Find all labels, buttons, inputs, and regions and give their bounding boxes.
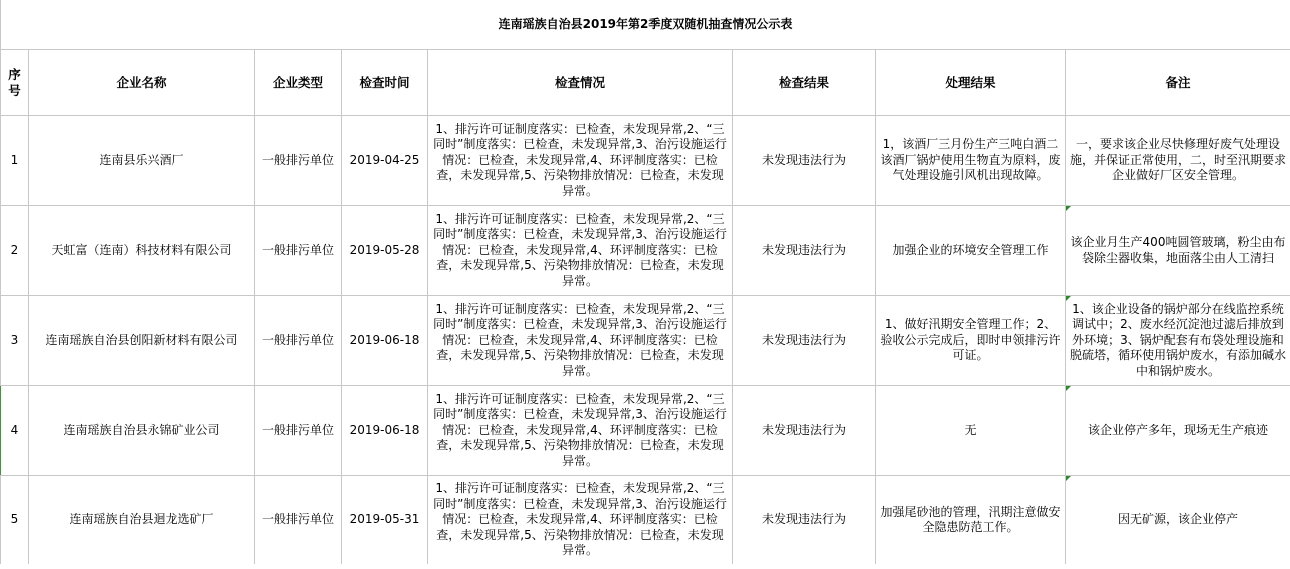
company-type-cell[interactable]: 一般排污单位 (255, 386, 342, 476)
seq-cell[interactable]: 5 (1, 476, 29, 565)
table-row (1, 206, 1290, 296)
seq-cell[interactable]: 2 (1, 206, 29, 296)
table-row (1, 296, 1290, 386)
title-row (1, 0, 1290, 50)
inspection-result-cell[interactable]: 未发现违法行为 (733, 476, 876, 565)
seq-cell[interactable]: 4 (1, 386, 29, 476)
table-row (1, 116, 1290, 206)
inspection-result-cell[interactable]: 未发现违法行为 (733, 296, 876, 386)
handling-result-cell[interactable]: 加强尾砂池的管理，汛期注意做安全隐患防范工作。 (876, 476, 1066, 565)
header-inspection-result[interactable]: 检查结果 (733, 50, 876, 116)
seq-cell[interactable]: 3 (1, 296, 29, 386)
header-inspection-situation[interactable]: 检查情况 (428, 50, 733, 116)
company-type-cell[interactable]: 一般排污单位 (255, 296, 342, 386)
inspection-date-cell[interactable]: 2019-05-28 (342, 206, 428, 296)
company-type-cell[interactable]: 一般排污单位 (255, 116, 342, 206)
header-inspection-date[interactable]: 检查时间 (342, 50, 428, 116)
table-row (1, 386, 1290, 476)
company-name-cell[interactable]: 连南瑶族自治县永锦矿业公司 (29, 386, 255, 476)
inspection-date-cell[interactable]: 2019-04-25 (342, 116, 428, 206)
inspection-result-cell[interactable]: 未发现违法行为 (733, 206, 876, 296)
header-seq[interactable]: 序号 (1, 50, 29, 116)
inspection-situation-cell[interactable]: 1、排污许可证制度落实：已检查，未发现异常,2、“三同时”制度落实：已检查，未发现异常,3、治污设施运行情况：已检查，未发现异常,4、环评制度落实：已检查，未发现异常,5、污染物排放情况：已检查，未发现异常。 (428, 476, 733, 565)
handling-result-cell[interactable]: 加强企业的环境安全管理工作 (876, 206, 1066, 296)
inspection-date-cell[interactable]: 2019-05-31 (342, 476, 428, 565)
header-remark[interactable]: 备注 (1066, 50, 1290, 116)
remark-cell[interactable]: 一，要求该企业尽快修理好废气处理设施，并保证正常使用，二，时至汛期要求企业做好厂区安全管理。 (1066, 116, 1290, 206)
header-handling-result[interactable]: 处理结果 (876, 50, 1066, 116)
company-name-cell[interactable]: 连南瑶族自治县创阳新材料有限公司 (29, 296, 255, 386)
header-row (1, 50, 1290, 116)
remark-cell[interactable]: 该企业停产多年，现场无生产痕迹 (1066, 386, 1290, 476)
inspection-situation-cell[interactable]: 1、排污许可证制度落实：已检查，未发现异常,2、“三同时”制度落实：已检查，未发现异常,3、治污设施运行情况：已检查，未发现异常,4、环评制度落实：已检查，未发现异常,5、污染物排放情况：已检查，未发现异常。 (428, 206, 733, 296)
inspection-date-cell[interactable]: 2019-06-18 (342, 386, 428, 476)
seq-cell[interactable]: 1 (1, 116, 29, 206)
handling-result-cell[interactable]: 1、做好汛期安全管理工作；2、验收公示完成后，即时申领排污许可证。 (876, 296, 1066, 386)
header-company-name[interactable]: 企业名称 (29, 50, 255, 116)
company-type-cell[interactable]: 一般排污单位 (255, 476, 342, 565)
remark-cell[interactable]: 该企业月生产400吨圆管玻璃，粉尘由布袋除尘器收集，地面落尘由人工清扫 (1066, 206, 1290, 296)
inspection-situation-cell[interactable]: 1、排污许可证制度落实：已检查，未发现异常,2、“三同时”制度落实：已检查，未发现异常,3、治污设施运行情况：已检查，未发现异常,4、环评制度落实：已检查，未发现异常,5、污染物排放情况：已检查，未发现异常。 (428, 296, 733, 386)
remark-cell[interactable]: 1、该企业设备的锅炉部分在线监控系统调试中；2、废水经沉淀池过滤后排放到外环境；3、锅炉配套有布袋处理设施和脱硫塔，循环使用锅炉废水，有添加碱水中和锅炉废水。 (1066, 296, 1290, 386)
handling-result-cell[interactable]: 无 (876, 386, 1066, 476)
company-name-cell[interactable]: 连南县乐兴酒厂 (29, 116, 255, 206)
inspection-date-cell[interactable]: 2019-06-18 (342, 296, 428, 386)
table-title[interactable]: 连南瑶族自治县2019年第2季度双随机抽查情况公示表 (1, 0, 1290, 50)
inspection-result-cell[interactable]: 未发现违法行为 (733, 386, 876, 476)
inspection-result-cell[interactable]: 未发现违法行为 (733, 116, 876, 206)
company-name-cell[interactable]: 天虹富（连南）科技材料有限公司 (29, 206, 255, 296)
table-row (1, 476, 1290, 565)
handling-result-cell[interactable]: 1，该酒厂三月份生产三吨白酒二该酒厂锅炉使用生物直为原料，废气处理设施引风机出现故障。 (876, 116, 1066, 206)
inspection-situation-cell[interactable]: 1、排污许可证制度落实：已检查，未发现异常,2、“三同时”制度落实：已检查，未发现异常,3、治污设施运行情况：已检查，未发现异常,4、环评制度落实：已检查，未发现异常,5、污染物排放情况：已检查，未发现异常。 (428, 116, 733, 206)
remark-cell[interactable]: 因无矿源，该企业停产 (1066, 476, 1290, 565)
header-company-type[interactable]: 企业类型 (255, 50, 342, 116)
company-name-cell[interactable]: 连南瑶族自治县迴龙选矿厂 (29, 476, 255, 565)
company-type-cell[interactable]: 一般排污单位 (255, 206, 342, 296)
inspection-situation-cell[interactable]: 1、排污许可证制度落实：已检查，未发现异常,2、“三同时”制度落实：已检查，未发现异常,3、治污设施运行情况：已检查，未发现异常,4、环评制度落实：已检查，未发现异常,5、污染物排放情况：已检查，未发现异常。 (428, 386, 733, 476)
